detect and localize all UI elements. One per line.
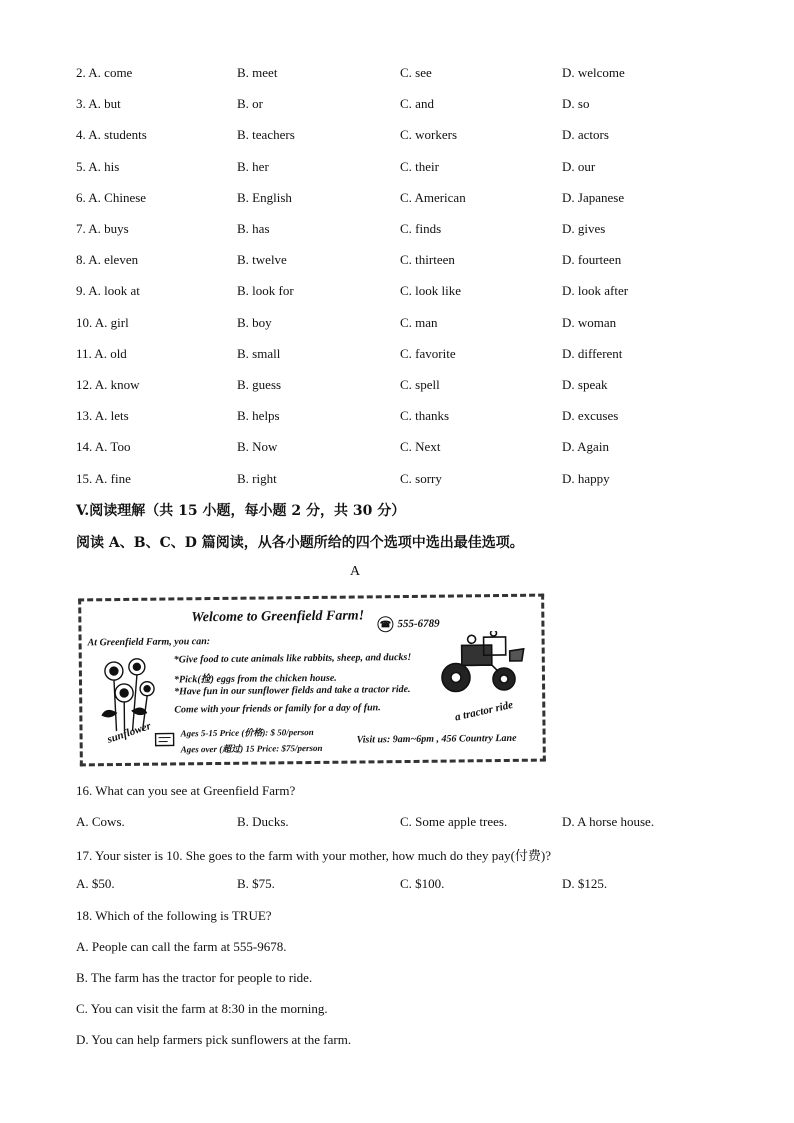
option-d[interactable]: D. so bbox=[562, 96, 590, 112]
option-c[interactable]: C. man bbox=[400, 314, 438, 330]
option-b[interactable]: B. boy bbox=[237, 314, 272, 330]
option-a[interactable]: A. $50. bbox=[76, 876, 115, 891]
phone-icon: ☎ bbox=[377, 616, 393, 632]
option-a[interactable]: A. People can call the farm at 555-9678. bbox=[76, 939, 287, 954]
cloze-option-row bbox=[76, 221, 716, 241]
option-c[interactable]: C. sorry bbox=[400, 470, 442, 486]
option-c[interactable]: C. Some apple trees. bbox=[400, 814, 508, 829]
ticket-icon bbox=[155, 730, 177, 748]
cloze-option-row bbox=[76, 377, 716, 397]
passage-label: A bbox=[349, 564, 361, 579]
option-b[interactable]: B. her bbox=[237, 158, 269, 174]
option-d[interactable]: D. different bbox=[562, 345, 623, 361]
greenfield-farm-ad bbox=[78, 594, 546, 767]
option-a[interactable]: 2. A. come bbox=[76, 65, 133, 80]
option-c[interactable]: C. Next bbox=[400, 439, 441, 455]
option-b[interactable]: B. small bbox=[237, 345, 281, 361]
option-c[interactable]: C. workers bbox=[400, 127, 458, 143]
option-d[interactable]: D. gives bbox=[562, 221, 606, 236]
ad-phone bbox=[377, 616, 439, 633]
option-c[interactable]: C. favorite bbox=[400, 345, 456, 361]
option-a[interactable]: 8. A. eleven bbox=[76, 252, 139, 268]
option-b[interactable]: B. The farm has the tractor for people to ride. bbox=[76, 970, 313, 985]
cloze-option-row bbox=[76, 96, 716, 116]
question-16-stem: 16. What can you see at Greenfield Farm? bbox=[76, 783, 296, 798]
ad-line: Come with your friends or family for a day of fun. bbox=[174, 702, 381, 716]
option-b[interactable]: B. $75. bbox=[237, 876, 275, 891]
ad-title: Welcome to Greenfield Farm! bbox=[191, 608, 365, 626]
option-d[interactable]: D. woman bbox=[562, 314, 617, 330]
option-b[interactable]: B. has bbox=[237, 221, 270, 236]
option-a[interactable]: 3. A. but bbox=[76, 96, 121, 112]
option-a[interactable]: 7. A. buys bbox=[76, 221, 129, 236]
question-17-options bbox=[76, 876, 716, 896]
option-d[interactable]: D. You can help farmers pick sunflowers at the farm. bbox=[76, 1032, 352, 1047]
option-b[interactable]: B. teachers bbox=[237, 127, 295, 143]
cloze-option-row bbox=[76, 283, 716, 303]
option-d[interactable]: D. A horse house. bbox=[562, 814, 655, 829]
cloze-option-row bbox=[76, 439, 716, 459]
cloze-option-row bbox=[76, 408, 716, 428]
option-a[interactable]: 15. A. fine bbox=[76, 470, 131, 486]
option-a[interactable]: 4. A. students bbox=[76, 127, 147, 143]
option-d[interactable]: D. our bbox=[562, 158, 596, 174]
sunflower-icon bbox=[92, 653, 163, 734]
cloze-option-row bbox=[76, 346, 716, 366]
cloze-option-row bbox=[76, 471, 716, 491]
option-d[interactable]: D. excuses bbox=[562, 408, 619, 424]
ad-intro: At Greenfield Farm, you can: bbox=[87, 636, 211, 649]
section-instruction: 阅读 A、B、C、D 篇阅读，从各小题所给的四个选项中选出最佳选项。 bbox=[76, 535, 524, 551]
option-c[interactable]: C. spell bbox=[400, 377, 440, 392]
ad-price-child: Ages 5-15 Price (价格): $ 50/person bbox=[180, 726, 314, 739]
option-d[interactable]: D. Again bbox=[562, 439, 609, 455]
option-c[interactable]: C. thirteen bbox=[400, 252, 455, 268]
option-d[interactable]: D. happy bbox=[562, 470, 610, 486]
option-d[interactable]: D. welcome bbox=[562, 65, 625, 80]
ad-phone-number: 555-6789 bbox=[397, 617, 440, 631]
option-c[interactable]: C. see bbox=[400, 65, 432, 80]
option-d[interactable]: D. Japanese bbox=[562, 189, 625, 205]
cloze-option-row bbox=[76, 127, 716, 147]
option-b[interactable]: B. or bbox=[237, 96, 263, 112]
option-d[interactable]: D. $125. bbox=[562, 876, 608, 891]
cloze-option-row bbox=[76, 159, 716, 179]
ad-price-adult: Ages over (超过) 15 Price: $75/person bbox=[180, 742, 323, 755]
option-d[interactable]: D. fourteen bbox=[562, 252, 622, 268]
cloze-option-row bbox=[76, 190, 716, 210]
option-d[interactable]: D. speak bbox=[562, 377, 608, 392]
option-a[interactable]: A. Cows. bbox=[76, 814, 125, 829]
option-d[interactable]: D. actors bbox=[562, 127, 609, 143]
ad-line: *Have fun in our sunflower fields and take a tractor ride. bbox=[174, 683, 411, 698]
sunflower-label: sunflower bbox=[105, 720, 153, 746]
ad-line: *Pick(捡) eggs from the chicken house. bbox=[173, 672, 337, 686]
option-a[interactable]: 5. A. his bbox=[76, 158, 120, 174]
option-a[interactable]: 14. A. Too bbox=[76, 439, 131, 455]
option-a[interactable]: 12. A. know bbox=[76, 377, 140, 392]
option-d[interactable]: D. look after bbox=[562, 283, 629, 299]
option-b[interactable]: B. twelve bbox=[237, 252, 287, 268]
option-a[interactable]: 10. A. girl bbox=[76, 314, 129, 330]
option-b[interactable]: B. helps bbox=[237, 408, 280, 424]
option-c[interactable]: C. finds bbox=[400, 221, 442, 236]
option-c[interactable]: C. American bbox=[400, 189, 466, 205]
option-b[interactable]: B. right bbox=[237, 470, 277, 486]
question-18-stem: 18. Which of the following is TRUE? bbox=[76, 908, 272, 923]
ad-line: *Give food to cute animals like rabbits, sheep, and ducks! bbox=[173, 651, 412, 666]
option-a[interactable]: 13. A. lets bbox=[76, 408, 129, 424]
cloze-option-row bbox=[76, 252, 716, 272]
option-a[interactable]: 11. A. old bbox=[76, 345, 127, 361]
option-c[interactable]: C. their bbox=[400, 158, 439, 174]
option-b[interactable]: B. guess bbox=[237, 377, 282, 392]
tractor-label: a tractor ride bbox=[453, 698, 515, 724]
option-c[interactable]: C. and bbox=[400, 96, 434, 112]
option-c[interactable]: C. $100. bbox=[400, 876, 445, 891]
option-a[interactable]: 6. A. Chinese bbox=[76, 189, 147, 205]
ad-visit: Visit us: 9am~6pm , 456 Country Lane bbox=[356, 732, 517, 746]
section-heading: V.阅读理解（共 15 小题，每小题 2 分，共 30 分） bbox=[76, 503, 406, 519]
option-b[interactable]: B. Ducks. bbox=[237, 814, 289, 829]
option-b[interactable]: B. meet bbox=[237, 65, 278, 80]
option-b[interactable]: B. Now bbox=[237, 439, 278, 455]
question-16-options bbox=[76, 814, 716, 834]
option-c[interactable]: C. look like bbox=[400, 283, 462, 299]
option-b[interactable]: B. look for bbox=[237, 283, 294, 299]
option-c[interactable]: C. thanks bbox=[400, 408, 450, 424]
cloze-option-row bbox=[76, 315, 716, 335]
option-b[interactable]: B. English bbox=[237, 189, 292, 205]
question-17-stem: 17. Your sister is 10. She goes to the farm with your mother, how much do they pay(付费)? bbox=[76, 848, 552, 863]
cloze-option-row bbox=[76, 65, 716, 85]
tractor-icon bbox=[432, 631, 533, 702]
option-a[interactable]: 9. A. look at bbox=[76, 283, 140, 299]
option-c[interactable]: C. You can visit the farm at 8:30 in the morning. bbox=[76, 1001, 328, 1016]
